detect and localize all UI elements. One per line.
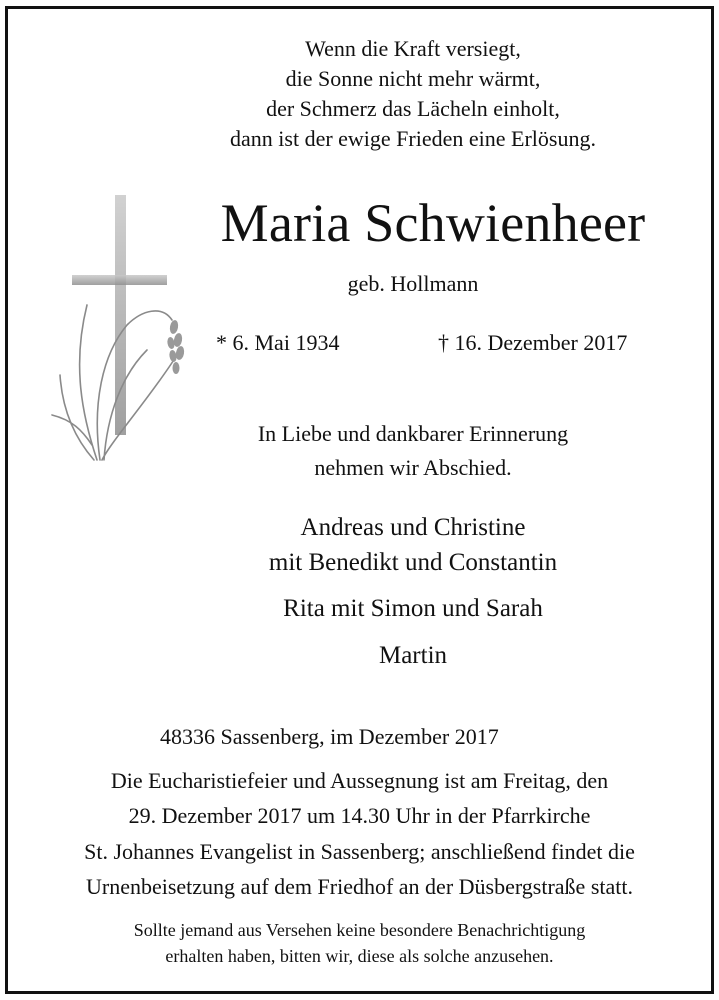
notice-line: erhalten haben, bitten wir, diese als solche anzusehen.	[165, 946, 554, 966]
farewell-line: nehmen wir Abschied.	[314, 455, 512, 480]
place-date: 48336 Sassenberg, im Dezember 2017	[160, 724, 499, 749]
poem-line: der Schmerz das Lächeln einholt,	[266, 96, 560, 121]
poem-line: Wenn die Kraft versiegt,	[305, 36, 521, 61]
death-date: † 16. Dezember 2017	[438, 330, 628, 355]
poem-line: dann ist der ewige Frieden eine Erlösung.	[230, 126, 596, 151]
birth-name: geb. Hollmann	[347, 271, 479, 296]
family-line: Andreas und Christine	[300, 514, 526, 541]
notice-line: Sollte jemand aus Versehen keine besondere Benachrichtigung	[133, 920, 586, 940]
family-line: mit Benedikt und Constantin	[268, 549, 558, 576]
service-line: St. Johannes Evangelist in Sassenberg; anschließend findet die	[84, 839, 635, 864]
family-line: Martin	[378, 642, 448, 669]
service-line: Urnenbeisetzung auf dem Friedhof an der Düsbergstraße statt.	[86, 874, 633, 899]
family-line: Rita mit Simon und Sarah	[283, 595, 543, 622]
birth-date: * 6. Mai 1934	[216, 330, 340, 355]
poem-line: die Sonne nicht mehr wärmt,	[285, 66, 541, 91]
service-line: 29. Dezember 2017 um 14.30 Uhr in der Pfarrkirche	[128, 803, 591, 828]
farewell-line: In Liebe und dankbarer Erinnerung	[257, 421, 569, 446]
deceased-name: Maria Schwienheer	[220, 193, 646, 253]
service-line: Die Eucharistiefeier und Aussegnung ist am Freitag, den	[110, 768, 609, 793]
